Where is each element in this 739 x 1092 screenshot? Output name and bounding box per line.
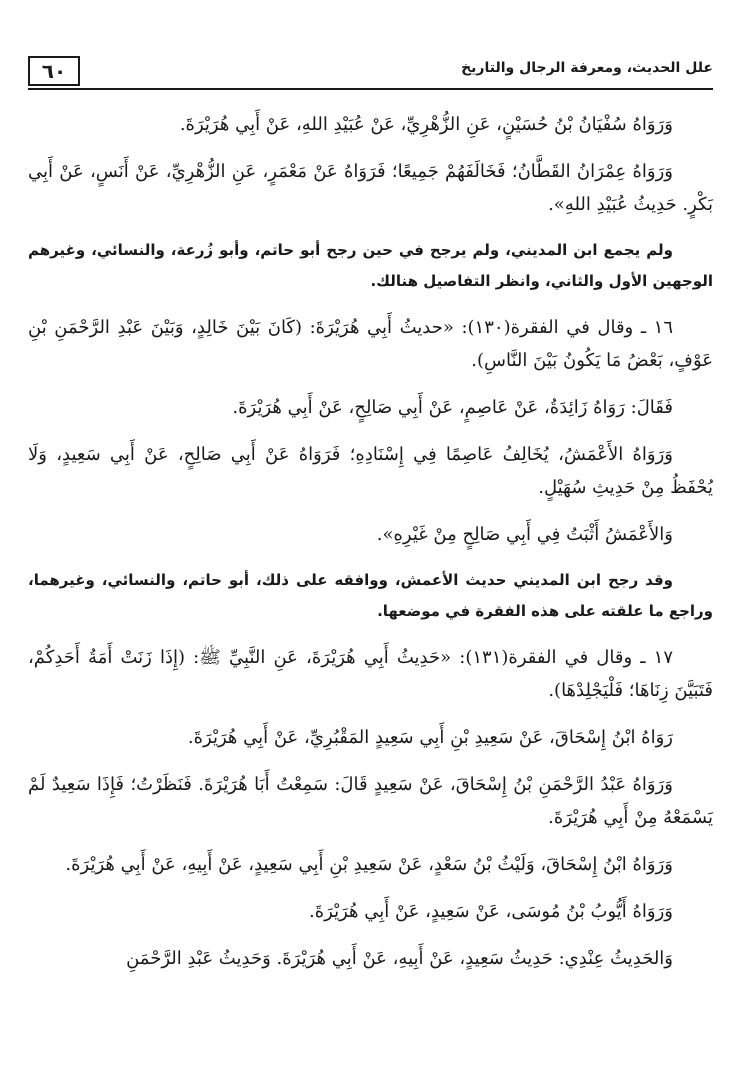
page-header [28,56,713,86]
paragraph-11: وَرَوَاهُ عَبْدُ الرَّحْمَنِ بْنُ إِسْحَاقَ، عَنْ سَعِيدٍ قَالَ: سَمِعْتُ أَبَا هُرَيْرَةَ. فَنَظَرْتُ؛ فَإِذَا سَعِيدٌ لَمْ يَسْمَعْهُ مِنْ أَبِي هُرَيْرَةَ. [28,774,713,828]
page-number-box: ٦٠ [28,56,80,86]
paragraph-6: وَرَوَاهُ الأَعْمَشُ، يُخَالِفُ عَاصِمًا فِي إِسْنَادِهِ؛ فَرَوَاهُ عَنْ أَبِي صَالِحٍ، عَنْ أَبِي سَعِيدٍ، وَلَا يُحْفَظُ مِنْ حَدِيثِ سُهَيْلٍ. [28,444,713,498]
paragraph-2: وَرَوَاهُ عِمْرَانُ القَطَّانُ؛ فَخَالَفَهُمْ جَمِيعًا؛ فَرَوَاهُ عَنْ مَعْمَرٍ، عَنِ الزُّهْرِيِّ، عَنْ أَنَسٍ، عَنْ أَبِي بَكْرٍ. حَدِيثُ عُبَيْدِ اللهِ». [28,161,713,215]
paragraph-3: ولم يجمع ابن المديني، ولم يرجح في حين رجح أبو حاتم، وأبو زُرعة، والنسائي، وغيرهم الوجهين الأول والثاني، وانظر التفاصيل هنالك. [28,241,713,290]
page-body [28,108,713,989]
paragraph-10: رَوَاهُ ابْنُ إِسْحَاقَ، عَنْ سَعِيدِ بْنِ أَبِي سَعِيدٍ المَقْبُرِيِّ، عَنْ أَبِي هُرَيْرَةَ. [187,727,673,748]
paragraph-14: وَالحَدِيثُ عِنْدِي: حَدِيثُ سَعِيدٍ، عَنْ أَبِيهِ، عَنْ أَبِي هُرَيْرَةَ. وَحَدِيثُ عَبْدِ الرَّحْمَنِ [126,948,673,969]
paragraph-5: فَقَالَ: رَوَاهُ زَائِدَةُ، عَنْ عَاصِمٍ، عَنْ أَبِي صَالِحٍ، عَنْ أَبِي هُرَيْرَةَ. [232,397,673,418]
paragraph-4: ١٦ ـ وقال في الفقرة(١٣٠): «حديثُ أَبِي هُرَيْرَةَ: (كَانَ بَيْنَ خَالِدٍ، وَبَيْنَ عَبْدِ الرَّحْمَنِ بْنِ عَوْفٍ، بَعْضُ مَا يَكُونُ بَيْنَ النَّاسِ). [28,317,713,371]
running-title: علل الحديث، ومعرفة الرجال والتاريخ [461,60,713,76]
paragraph-8: وقد رجح ابن المديني حديث الأعمش، ووافقه على ذلك، أبو حاتم، والنسائي، وغيرهما، وراجع ما علقته على هذه الفقرة في موضعها. [28,571,713,620]
paragraph-1: وَرَوَاهُ سُفْيَانُ بْنُ حُسَيْنٍ، عَنِ الزُّهْرِيِّ، عَنْ عُبَيْدِ اللهِ، عَنْ أَبِي هُرَيْرَةَ. [179,114,673,135]
paragraph-7: وَالأَعْمَشُ أَثْبَتُ فِي أَبِي صَالِحٍ مِنْ غَيْرِهِ». [376,524,673,545]
paragraph-9: ١٧ ـ وقال في الفقرة(١٣١): «حَدِيثُ أَبِي هُرَيْرَةَ، عَنِ النَّبِيِّ ﷺ: (إِذَا زَنَتْ أَمَةُ أَحَدِكُمْ، فَتَبَيَّنَ زِنَاهَا؛ فَلْيَجْلِدْهَا). [28,647,713,701]
paragraph-13: وَرَوَاهُ أَيُّوبُ بْنُ مُوسَى، عَنْ سَعِيدٍ، عَنْ أَبِي هُرَيْرَةَ. [309,901,673,922]
paragraph-12: وَرَوَاهُ ابْنُ إِسْحَاقَ، وَلَيْثُ بْنُ سَعْدٍ، عَنْ سَعِيدِ بْنِ أَبِي سَعِيدٍ، عَنْ أَبِيهِ، عَنْ أَبِي هُرَيْرَةَ. [65,854,673,875]
header-rule [28,88,713,90]
